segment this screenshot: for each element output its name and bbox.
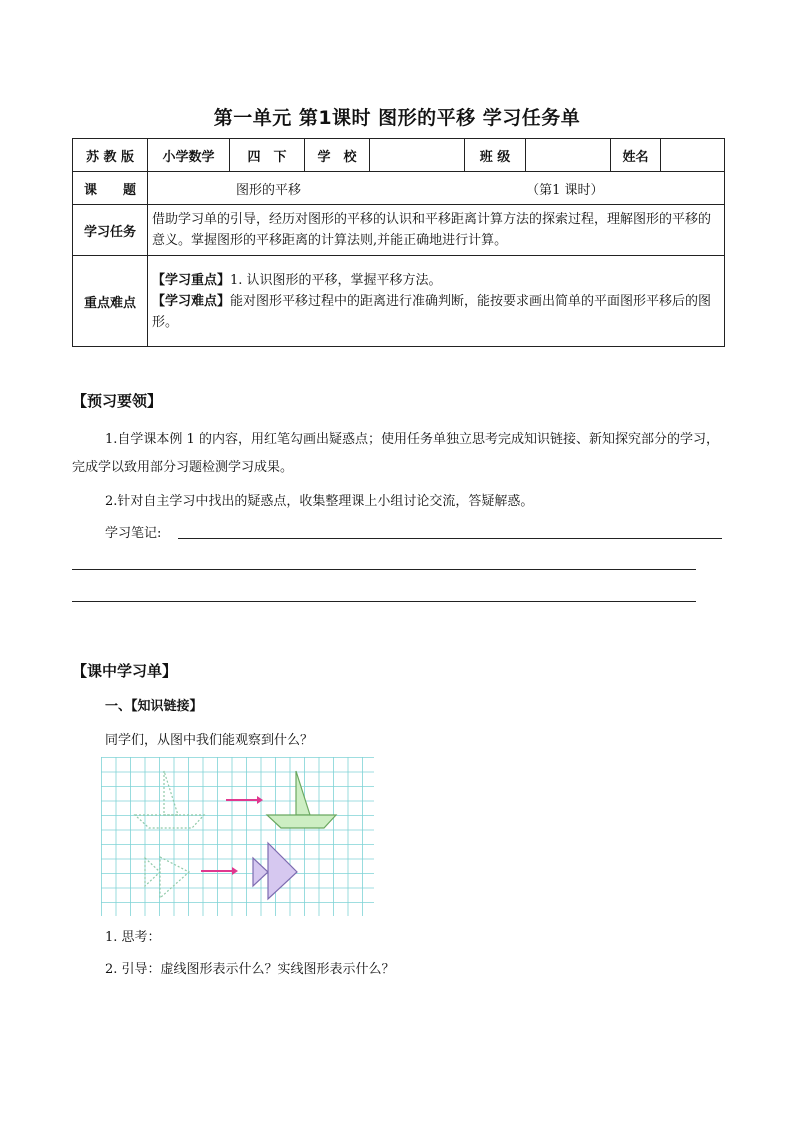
focus-text: 1. 认识图形的平移，掌握平移方法。 — [230, 272, 442, 288]
classwork-heading: 【课中学习单】 — [72, 662, 178, 680]
key-points-row — [73, 256, 725, 347]
task-label: 学习任务 — [73, 205, 148, 256]
school-label: 学 校 — [305, 139, 370, 172]
translation-figure — [101, 757, 374, 916]
task-text: 借助学习单的引导，经历对图形的平移的认识和平移距离计算方法的探索过程，理解图形的平移的意义。掌握图形的平移距离的计算法则,并能正确地进行计算。 — [148, 205, 725, 256]
preview-item-1: 1.自学课本例 1 的内容，用红笔勾画出疑惑点；使用任务单独立思考完成知识链接、新知探究部分的学习，完成学以致用部分习题检测学习成果。 — [72, 432, 719, 475]
grade-cell: 四 下 — [230, 139, 305, 172]
document-title: 第一单元 第1课时 图形的平移 学习任务单 — [213, 107, 581, 129]
focus-tag: 【学习重点】 — [152, 272, 231, 288]
notes-line-1[interactable] — [178, 538, 722, 539]
notes-label: 学习笔记: — [105, 526, 162, 541]
grid-lines — [101, 757, 374, 916]
class-label: 班 级 — [465, 139, 526, 172]
solid-boat — [267, 771, 336, 828]
publisher-cell: 苏 教 版 — [73, 139, 148, 172]
school-field[interactable] — [370, 139, 465, 172]
preview-item-2: 2.针对自主学习中找出的疑惑点，收集整理课上小组讨论交流，答疑解惑。 — [105, 494, 534, 509]
name-field[interactable] — [661, 139, 725, 172]
info-table — [72, 138, 725, 347]
preview-heading: 【预习要领】 — [72, 392, 163, 410]
observe-question: 同学们，从图中我们能观察到什么？ — [105, 733, 314, 748]
topic-value: 图形的平移 — [236, 182, 302, 198]
key-points-cell — [148, 256, 725, 347]
class-field[interactable] — [526, 139, 611, 172]
difficulty-text: 能对图形平移过程中的距离进行准确判断，能按要求画出简单的平面图形平移后的图形。 — [152, 293, 712, 330]
notes-line-3[interactable] — [72, 601, 696, 602]
difficulty-tag: 【学习难点】 — [152, 293, 231, 309]
header-row — [73, 139, 725, 172]
think-prompt: 1. 思考： — [105, 930, 161, 945]
translation-figure-svg — [101, 757, 374, 916]
guide-prompt: 2. 引导：虚线图形表示什么？实线图形表示什么？ — [105, 962, 395, 977]
key-points-label: 重点难点 — [73, 256, 148, 347]
knowledge-link-heading: 一、【知识链接】 — [105, 699, 203, 714]
notes-line-2[interactable] — [72, 569, 696, 570]
topic-period: （第1 课时） — [526, 182, 604, 198]
topic-cell — [148, 172, 725, 205]
name-label: 姓名 — [611, 139, 661, 172]
topic-row — [73, 172, 725, 205]
task-row — [73, 205, 725, 256]
topic-label: 课 题 — [73, 172, 148, 205]
dashed-fish — [145, 857, 189, 898]
subject-cell: 小学数学 — [148, 139, 230, 172]
